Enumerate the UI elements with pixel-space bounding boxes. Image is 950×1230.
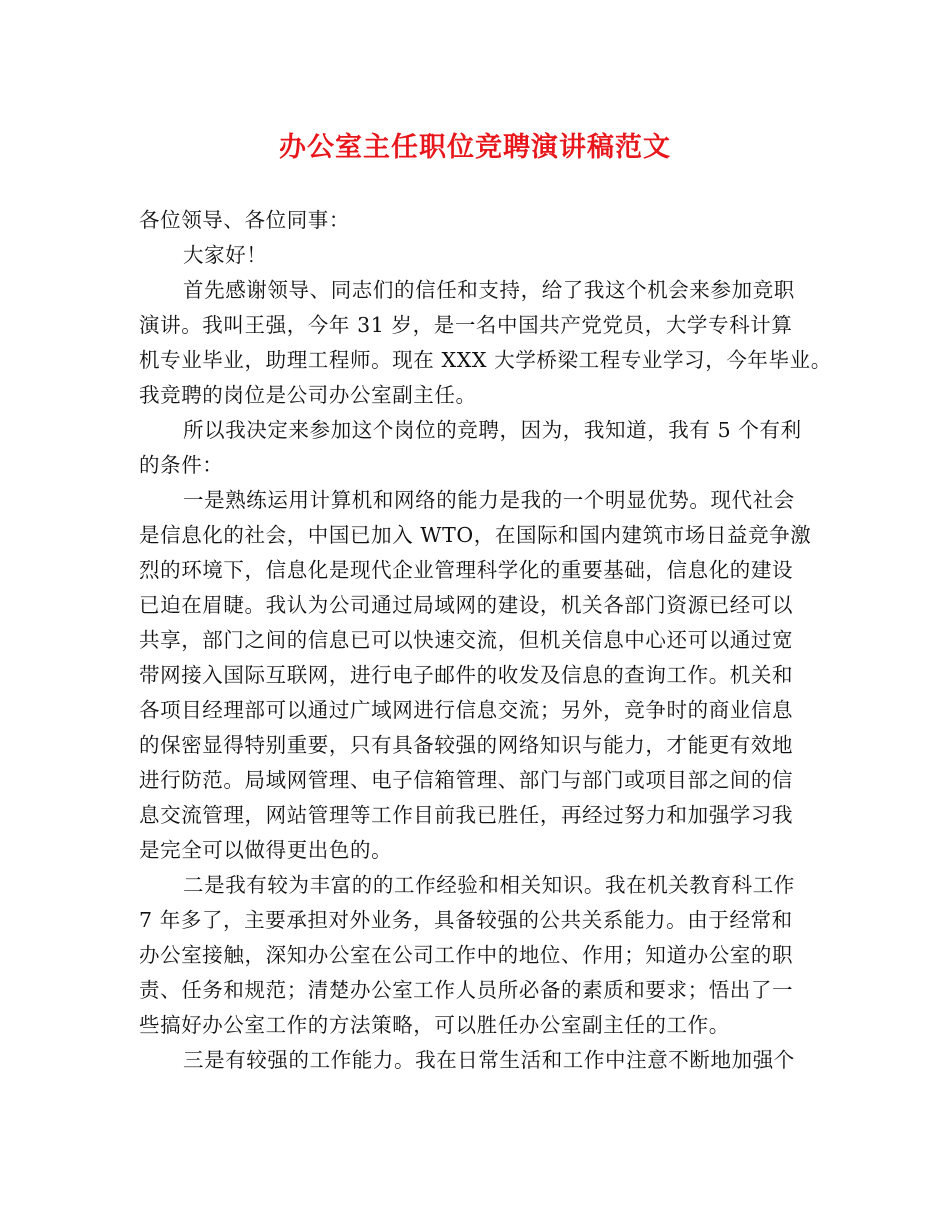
text-line: 各位领导、各位同事： (139, 208, 350, 232)
text-line: 已迫在眉睫。我认为公司通过局域网的建设，机关各部门资源已经可以 (139, 593, 794, 617)
text-line: 是信息化的社会，中国已加入 WTO，在国际和国内建筑市场日益竞争激 (139, 523, 812, 547)
text-line: 的保密显得特别重要，只有具备较强的网络知识与能力，才能更有效地 (139, 733, 794, 757)
text-line: 共享，部门之间的信息已可以快速交流，但机关信息中心还可以通过宽 (139, 628, 794, 652)
text-line: 二是我有较为丰富的的工作经验和相关知识。我在机关教育科工作 (183, 873, 795, 897)
text-line: 一是熟练运用计算机和网络的能力是我的一个明显优势。现代社会 (183, 488, 795, 512)
text-line: 烈的环境下，信息化是现代企业管理科学化的重要基础，信息化的建设 (139, 558, 794, 582)
text-line: 些搞好办公室工作的方法策略，可以胜任办公室副主任的工作。 (139, 1013, 730, 1037)
text-line: 各项目经理部可以通过广域网进行信息交流；另外，竞争时的商业信息 (139, 698, 794, 722)
text-line: 息交流管理，网站管理等工作目前我已胜任，再经过努力和加强学习我 (139, 803, 794, 827)
text-line: 的条件： (139, 453, 224, 477)
text-line: 办公室接触，深知办公室在公司工作中的地位、作用；知道办公室的职 (139, 943, 794, 967)
document-title: 办公室主任职位竞聘演讲稿范文 (279, 132, 671, 163)
text-line: 所以我决定来参加这个岗位的竞聘，因为，我知道，我有 5 个有利 (183, 418, 802, 442)
text-line: 我竞聘的岗位是公司办公室副主任。 (139, 383, 477, 407)
text-line: 7 年多了，主要承担对外业务，具备较强的公共关系能力。由于经常和 (139, 908, 793, 932)
text-line: 进行防范。局域网管理、电子信箱管理、部门与部门或项目部之间的信 (139, 768, 794, 792)
text-line: 责、任务和规范；清楚办公室工作人员所必备的素质和要求；悟出了一 (139, 978, 794, 1002)
text-line: 三是有较强的工作能力。我在日常生活和工作中注意不断地加强个 (183, 1048, 795, 1072)
text-line: 机专业毕业，助理工程师。现在 XXX 大学桥梁工程专业学习，今年毕业。 (139, 348, 832, 372)
text-line: 带网接入国际互联网，进行电子邮件的收发及信息的查询工作。机关和 (139, 663, 794, 687)
text-line: 演讲。我叫王强，今年 31 岁，是一名中国共产党党员，大学专科计算 (139, 313, 793, 337)
document-body (139, 203, 832, 1078)
text-line: 是完全可以做得更出色的。 (139, 838, 393, 862)
text-line: 大家好！ (183, 243, 268, 267)
text-line: 首先感谢领导、同志们的信任和支持，给了我这个机会来参加竞职 (183, 278, 795, 302)
